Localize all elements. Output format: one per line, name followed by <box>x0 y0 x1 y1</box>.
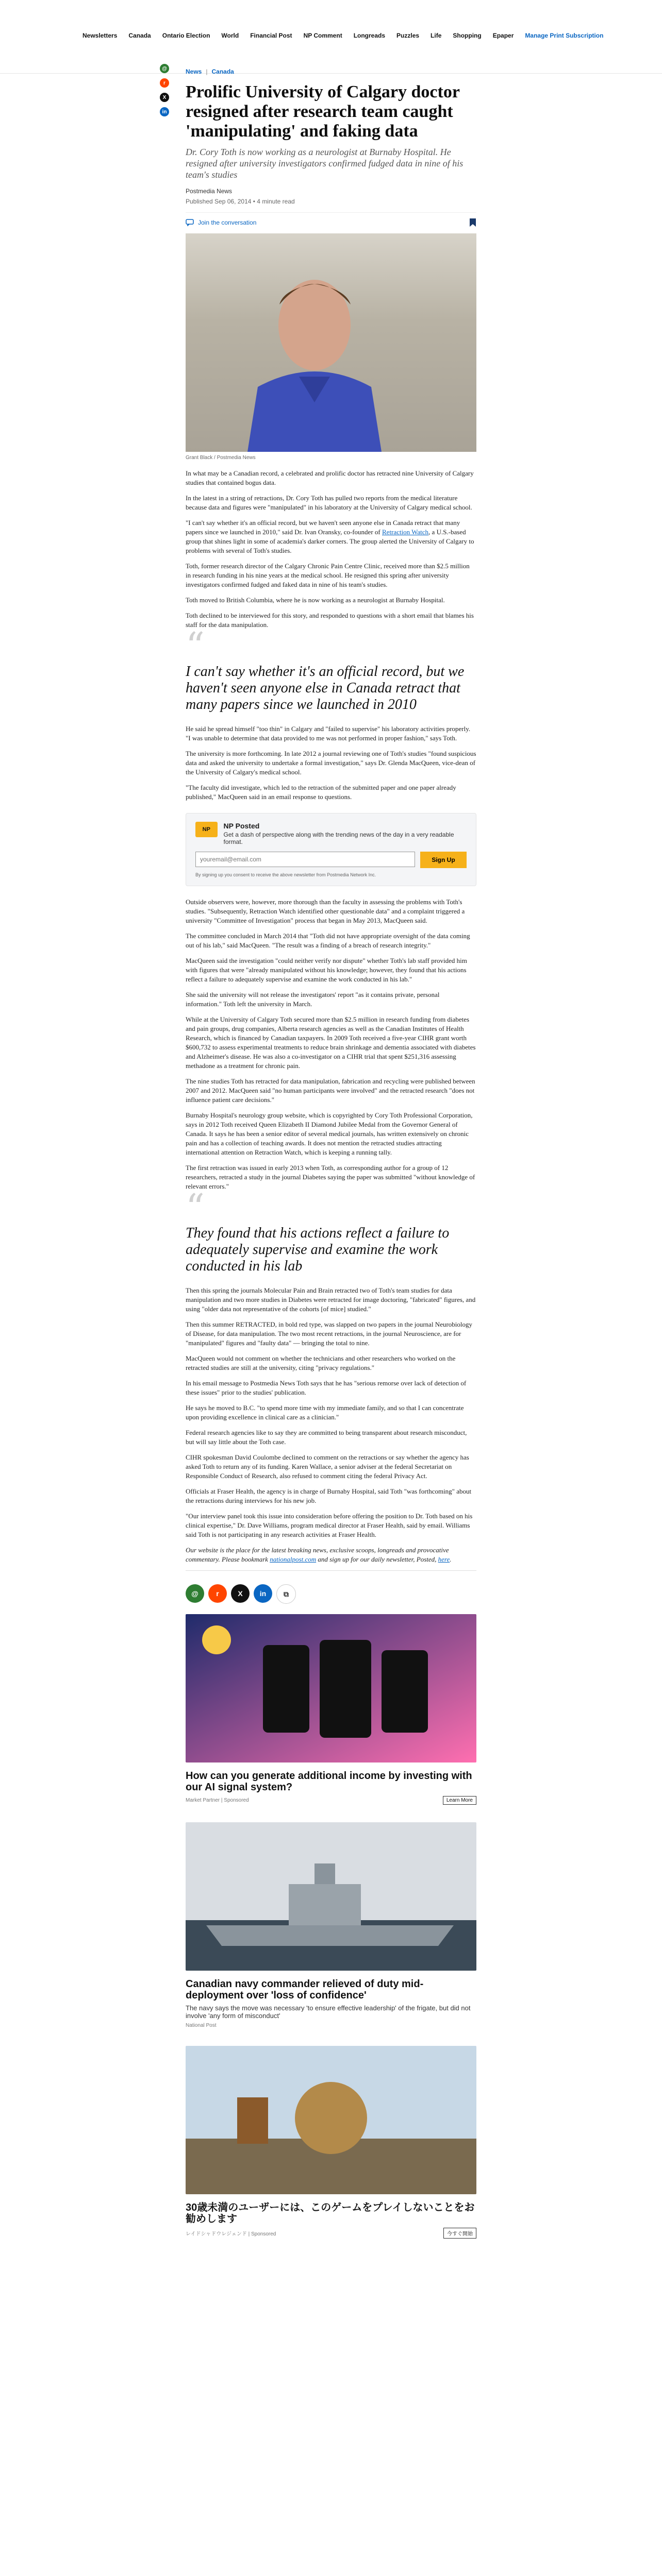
paragraph-15: The nine studies Toth has retracted for data manipulation, fabrication and recycling were published between 2007 and 2012. MacQueen said "no human participants were involved" and the retracted research "does not influence patient care decisions." <box>186 1077 475 1104</box>
paragraph-3-text-b: , a U.S.-based group that shines light in some of academia's darker corners. The group alerted the University of Calgary to problems with several of Toth's studies. <box>186 528 474 554</box>
email-share-icon[interactable]: @ <box>186 1584 204 1603</box>
breadcrumb <box>186 68 476 75</box>
newsletter-signup <box>186 813 476 886</box>
paragraph-10: Outside observers were, however, more thorough than the faculty in assessing the problems with Toth's studies. "Subsequently, Retraction Watch identified other questionable data" and a complaint triggered a university "Committee of Investigation" process that began in May 2013, MacQueen said. <box>186 898 465 924</box>
reddit-share-icon[interactable]: r <box>160 78 169 88</box>
x-share-icon[interactable]: X <box>160 93 169 102</box>
paragraph-2: In the latest in a string of retractions, Dr. Cory Toth has pulled two reports from the medical literature because data and figures were "manipulated" in his laboratory at the University of Calgary medical school. <box>186 494 472 511</box>
paragraph-9: "The faculty did investigate, which led to the retraction of the submitted paper and one paper already published," MacQueen said in an email response to questions. <box>186 784 456 801</box>
join-conversation-link[interactable] <box>186 219 256 226</box>
nav-financial-post[interactable]: Financial Post <box>250 32 292 39</box>
paragraph-21: In his email message to Postmedia News Toth says that he has "serious remorse over lack of detection of these issues" prior to the studies' publication. <box>186 1379 467 1396</box>
paragraph-23: Federal research agencies like to say they are committed to being transparent about research misconduct, but will say little about the Toth case. <box>186 1429 467 1446</box>
ad-card-3[interactable] <box>186 2046 476 2239</box>
pull-quote-1-text: I can't say whether it's an official record, but we haven't seen anyone else in Canada retract that many papers since we launched in 2010 <box>186 664 465 713</box>
paragraph-12: MacQueen said the investigation "could neither verify nor dispute" whether Toth's lab staff provided him with figures that were "already manipulated without his knowledge; however, they found that his actions reflect a failure to adequately supervise and examine the work conducted in his lab." <box>186 957 467 983</box>
pull-quote-2 <box>186 1186 476 1275</box>
nav-puzzles[interactable]: Puzzles <box>396 32 420 39</box>
ad-1-title[interactable]: How can you generate additional income by investing with our AI signal system? <box>186 1770 472 1793</box>
nav-np-comment[interactable]: NP Comment <box>303 32 342 39</box>
paragraph-8: The university is more forthcoming. In late 2012 a journal reviewing one of Toth's studies "found suspicious data and asked the university to undertake a formal investigation," says Dr. Glenda MacQueen, vice-dean of the University of Calgary's medical school. <box>186 750 476 776</box>
nav-manage-print-subscription[interactable]: Manage Print Subscription <box>525 32 604 39</box>
x-share-icon[interactable]: X <box>231 1584 250 1603</box>
ad-2-title[interactable]: Canadian navy commander relieved of duty mid-deployment over 'loss of confidence' <box>186 1978 424 2001</box>
nav-epaper[interactable]: Epaper <box>492 32 514 39</box>
paragraph-24: CIHR spokesman David Coulombe declined to comment on the retractions or say whether the agency has asked Toth to return any of its funding. Karen Wallace, a senior adviser at the federal Secretariat on Responsible Conduct of Research, also refused to comment citing the federal Privacy Act. <box>186 1453 469 1480</box>
newsletter-here-link[interactable]: here <box>438 1555 450 1563</box>
hero-image <box>186 233 476 452</box>
paragraph-19: Then this summer RETRACTED, in bold red type, was slapped on two papers in the journal Neurobiology of Disease, for data manipulation. The two most recent retractions, in the journal Neuroscience, are for "manipulated" figures and "faulty data" — bringing the total to nine. <box>186 1320 473 1347</box>
quote-mark-icon: “ <box>186 624 205 668</box>
article-column <box>186 61 476 2256</box>
byline[interactable]: Postmedia News <box>186 188 233 195</box>
article-title: Prolific University of Calgary doctor resigned after research team caught 'manipulating' and faking data <box>186 82 460 141</box>
ad-2-source: National Post <box>186 2023 217 2028</box>
paragraph-7: He said he spread himself "too thin" in Calgary and "failed to supervise" his laboratory activities properly. "I was unable to determine that data provided to me was not performed in proper fashion," says Toth. <box>186 725 471 742</box>
divider <box>186 1570 476 1571</box>
paragraph-4: Toth, former research director of the Calgary Chronic Pain Centre Clinic, received more than $2.5 million in research funding in his nine years at the medical school. He resigned this spring after university investigators confirmed fudged and faked data in nine of his team's studies. <box>186 562 470 588</box>
ad-1-cta-button[interactable]: Learn More <box>443 1796 476 1805</box>
nav-life[interactable]: Life <box>431 32 442 39</box>
email-share-icon[interactable]: @ <box>160 64 169 73</box>
paragraph-25: Officials at Fraser Health, the agency is in charge of Burnaby Hospital, said Toth "was forthcoming" about the retractions during interviews for his new job. <box>186 1487 472 1504</box>
paragraph-6: Toth declined to be interviewed for this story, and responded to questions with a short email that blames his staff for the data manipulation. <box>186 612 474 629</box>
nav-shopping[interactable]: Shopping <box>453 32 482 39</box>
bookmark-button[interactable] <box>469 218 476 227</box>
reddit-share-icon[interactable]: r <box>208 1584 227 1603</box>
published-date: Published Sep 06, 2014 • 4 minute read <box>186 198 295 205</box>
paragraph-3 <box>186 518 476 555</box>
bookmark-icon <box>469 218 476 227</box>
linkedin-share-icon[interactable]: in <box>254 1584 272 1603</box>
signup-title: NP Posted <box>223 822 260 830</box>
np-posted-logo: NP <box>195 822 218 837</box>
signup-description: Get a dash of perspective along with the trending news of the day in a very readable format. <box>223 831 454 845</box>
paragraph-27-text-a: Our website is the place for the latest breaking news, exclusive scoops, longreads and provocative commentary. Please bookmark <box>186 1546 449 1563</box>
ad-2-description: The navy says the move was necessary 'to ensure effective leadership' of the frigate, but did not involve 'any form of misconduct' <box>186 2004 471 2020</box>
ad-card-2[interactable] <box>186 1822 476 2028</box>
paragraph-18: Then this spring the journals Molecular Pain and Brain retracted two of Toth's team studies for data manipulation and two more studies in Diabetes were retracted for image doctoring, "fabricated" figures, and using "older data not representative of the cohorts [of mice] studied." <box>186 1286 476 1313</box>
linkedin-share-icon[interactable]: in <box>160 107 169 116</box>
nav-newsletters[interactable]: Newsletters <box>82 32 118 39</box>
paragraph-13: She said the university will not release the investigators' report "as it contains private, personal information." Toth left the university in March. <box>186 991 440 1008</box>
ad-2-image <box>186 1822 476 1971</box>
ad-3-title[interactable]: 30歳未満のユーザーには、このゲームをプレイしないことをお勧めします <box>186 2202 475 2225</box>
paragraph-3-text-a: "I can't say whether it's an official record, but we haven't seen anyone else in Canada retract that many papers since we launched in 2010," said Dr. Ivan Oransky, co-founder of <box>186 519 460 536</box>
paragraph-5: Toth moved to British Columbia, where he is now working as a neurologist at Burnaby Hospital. <box>186 596 445 604</box>
signup-legal: By signing up you consent to receive the above newsletter from Postmedia Network Inc. <box>195 872 376 877</box>
ad-3-cta-button[interactable]: 今すぐ開始 <box>443 2228 476 2239</box>
pull-quote-1 <box>186 624 476 713</box>
breadcrumb-news[interactable]: News <box>186 68 202 75</box>
breadcrumb-canada[interactable]: Canada <box>211 68 234 75</box>
paragraph-22: He says he moved to B.C. "to spend more time with my immediate family, and so that I can concentrate upon providing excellence in clinical care as a clinician." <box>186 1404 464 1421</box>
sign-up-button[interactable]: Sign Up <box>420 852 467 868</box>
join-conversation-label: Join the conversation <box>198 219 257 226</box>
nav-canada[interactable]: Canada <box>128 32 151 39</box>
paragraph-1: In what may be a Canadian record, a celebrated and prolific doctor has retracted nine University of Calgary studies that contained bogus data. <box>186 469 474 486</box>
share-bar <box>186 1584 476 1604</box>
email-input[interactable] <box>195 852 415 867</box>
ad-1-image <box>186 1614 476 1762</box>
ad-3-source: レイドシャドウレジェンド | Sponsored <box>186 2231 276 2237</box>
nav-longreads[interactable]: Longreads <box>353 32 386 39</box>
paragraph-27-text-c: . <box>450 1555 452 1563</box>
paragraph-17: The first retraction was issued in early 2013 when Toth, as corresponding author for a group of 12 researchers, retracted a study in the journal Diabetes saying the paper was submitted "without knowledge of relevant errors." <box>186 1164 475 1190</box>
paragraph-11: The committee concluded in March 2014 that "Toth did not have appropriate oversight of the data coming out of his lab," said MacQueen. "The result was a finding of a breach of research integrity." <box>186 932 470 949</box>
breadcrumb-separator: | <box>206 68 208 75</box>
nav-world[interactable]: World <box>221 32 239 39</box>
pull-quote-2-text: They found that his actions reflect a failure to adequately supervise and examine the work conducted in his lab <box>186 1225 450 1274</box>
doctor-photo <box>237 268 392 452</box>
ad-card-1[interactable] <box>186 1614 476 1805</box>
paragraph-26: "Our interview panel took this issue into consideration before offering the position to Dr. Toth based on his clinical expertise," Dr. Dave Williams, program medical director at Fraser Health, said by email. Williams said Toth is not participating in any research activities at Fraser Health. <box>186 1512 473 1538</box>
paragraph-16: Burnaby Hospital's neurology group website, which is copyrighted by Cory Toth Professional Corporation, says in 2012 Toth received Queen Elizabeth II Diamond Jubilee Medal from the Governor General of Canada. It says he has been a senior editor of several medical journals, has written extensively on chronic pain and has a collection of teaching awards. It does not mention the retracted studies attracting international attention on Retraction Watch, which is keeping a running tally. <box>186 1111 473 1156</box>
article-deck: Dr. Cory Toth is now working as a neurologist at Burnaby Hospital. He resigned after university investigators confirmed fudged data in nine of his team's studies <box>186 147 464 180</box>
share-rail <box>160 64 169 116</box>
comment-icon <box>186 219 194 226</box>
ad-1-source: Market Partner | Sponsored <box>186 1798 249 1803</box>
paragraph-27-text-b: and sign up for our daily newsletter, Posted, <box>316 1555 438 1563</box>
quote-mark-icon: “ <box>186 1186 205 1229</box>
paragraph-14: While at the University of Calgary Toth secured more than $2.5 million in research funding from diabetes and pain groups, drug companies, Alberta research agencies as well as the Canadian Institutes of Health Research, which is financed by Canadian taxpayers. In 2009 Toth received a five-year CIHR grant worth $600,732 to assess experimental treatments to reduce brain shrinkage and dementia associated with diabetes and Alzheimer's disease. He was also a co-investigator on a CIHR trial that spent $251,316 assessing methadone as a treatment for chronic pain. <box>186 1015 476 1070</box>
copy-link-icon[interactable]: ⧉ <box>276 1584 296 1604</box>
hero-caption: Grant Black / Postmedia News <box>186 455 256 461</box>
conversation-row <box>186 212 476 227</box>
paragraph-27 <box>186 1546 476 1564</box>
retraction-watch-link[interactable]: Retraction Watch <box>382 528 429 536</box>
ad-3-image <box>186 2046 476 2194</box>
nationalpost-link[interactable]: nationalpost.com <box>270 1555 317 1563</box>
paragraph-20: MacQueen would not comment on whether the technicians and other researchers who worked on the retracted studies are still at the university, citing "privacy regulations." <box>186 1354 456 1371</box>
nav-ontario-election[interactable]: Ontario Election <box>162 32 210 39</box>
